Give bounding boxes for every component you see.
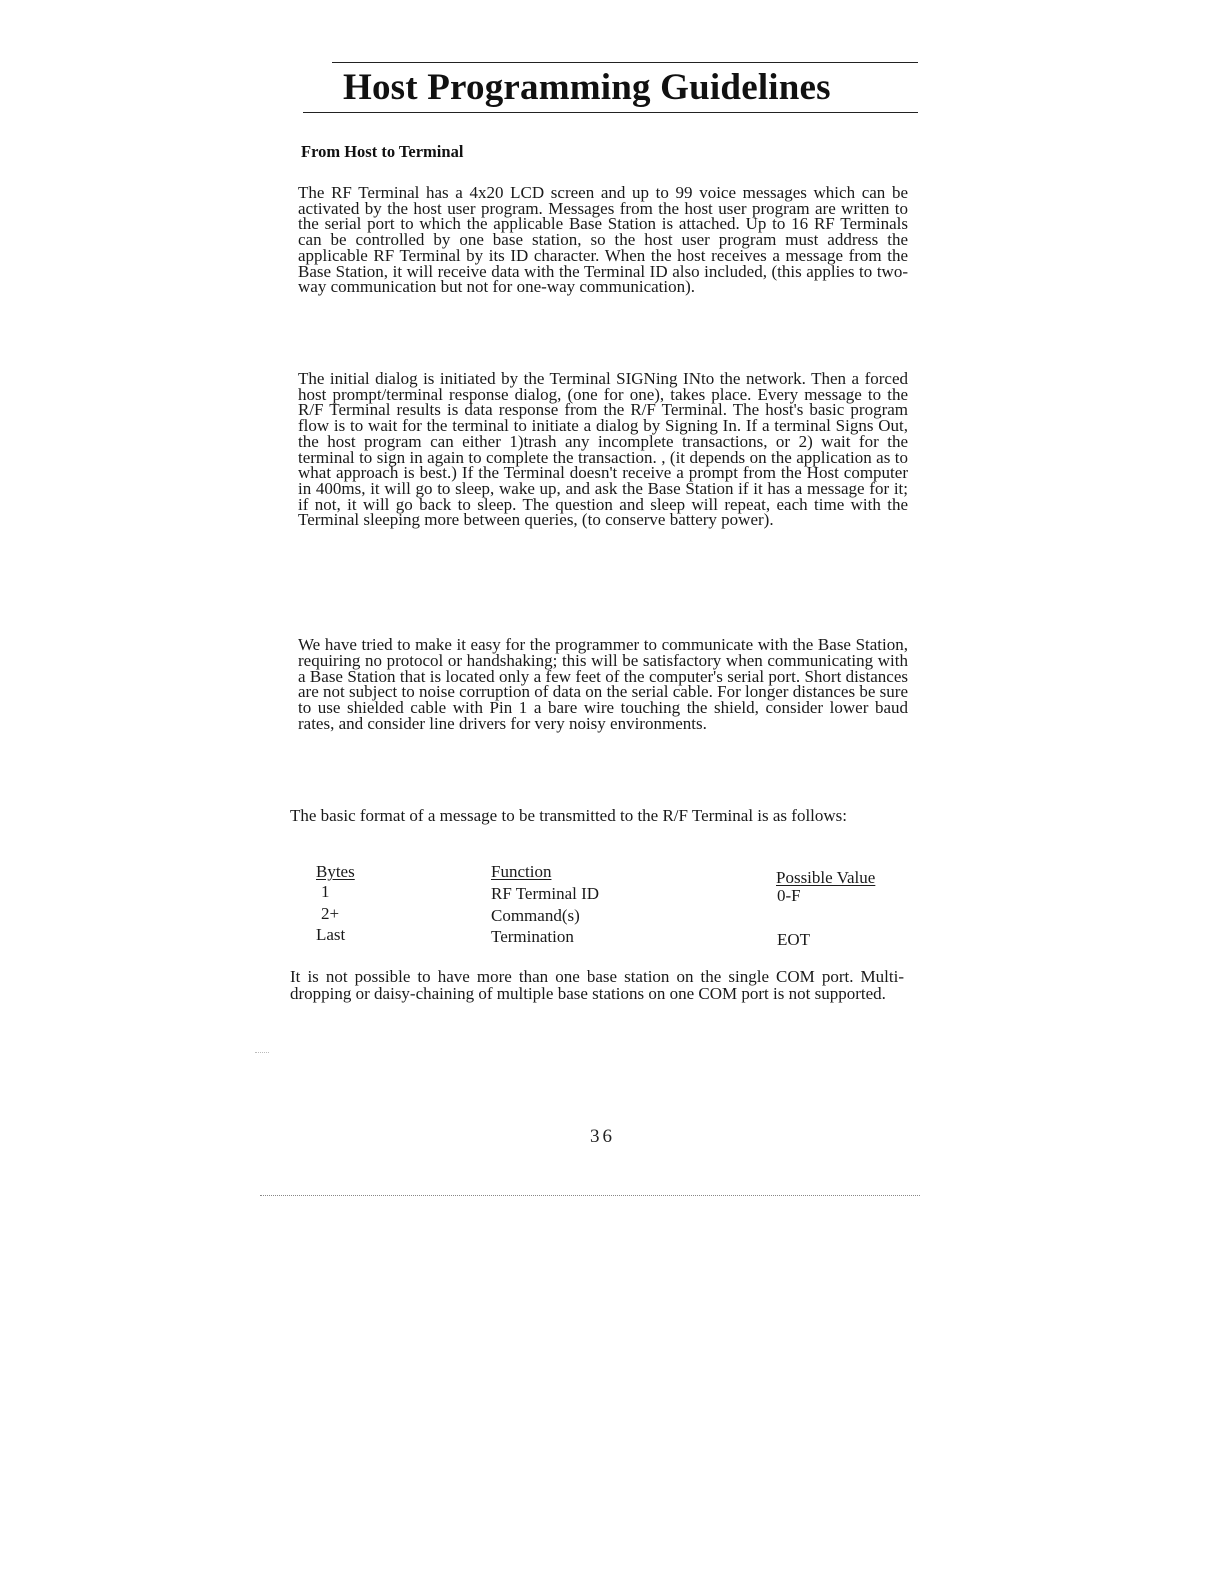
paragraph-base-station-communication: We have tried to make it easy for the programmer to communicate with the Base Station, requiring no protocol or handshaking; this will be satisfactory when communicating with a Base Station that is located only a few feet of the computer's serial port. Short distances are not subject to noise corruption of data on the serial cable. For longer distances be sure to use shielded cable with Pin 1 a bare wire touching the shield, consider lower baud rates, and consider line drivers for very noisy environments.: [298, 635, 908, 733]
table-cell-bytes: 2+: [321, 904, 340, 923]
table-cell-function: Command(s): [491, 906, 580, 925]
paragraph-initial-dialog: The initial dialog is initiated by the Terminal SIGNing INto the network. Then a forced host prompt/terminal response dialog, (one for one), takes place. Every message to the R/F Terminal results is data response from the R/F Terminal. The host's basic program flow is to wait for the terminal to initiate a dialog by Signing In. If a terminal Signs Out, the host program can either 1)trash any incomplete transactions, or 2) wait for the terminal to sign in again to complete the transaction. , (it depends on the application as to what approach is best.) If the Terminal doesn't receive a prompt from the Host computer in 400ms, it will go to sleep, wake up, and ask the Base Station if it has a message for it; if not, it will go back to sleep. The question and sleep will repeat, each time with the Terminal sleeping more between queries, (to conserve battery power).: [298, 369, 908, 530]
table-cell-value: 0-F: [777, 886, 801, 905]
table-cell-function: RF Terminal ID: [491, 884, 600, 903]
table-cell-function: Termination: [491, 927, 574, 946]
page-number: 36: [590, 1126, 615, 1147]
section-heading: From Host to Terminal: [301, 142, 464, 161]
paragraph-rf-terminal-overview: The RF Terminal has a 4x20 LCD screen and up to 99 voice messages which can be activated by the host user program. Messages from the host user program are written to the serial port to which the applicable Base Station is attached. Up to 16 RF Terminals can be controlled by one base station, so the host user program must address the applicable RF Terminal by its ID character. When the host receives a message from the Base Station, it will receive data with the Terminal ID also included, (this applies to two-way communication but not for one-way communication).: [298, 183, 908, 297]
table-header-function: Function: [491, 862, 552, 881]
page-title: Host Programming Guidelines: [343, 67, 831, 108]
scan-artifact-speck: [255, 1052, 269, 1053]
paragraph-com-port-note: It is not possible to have more than one base station on the single COM port. Multi-dropping or daisy-chaining of multiple base stations on one COM port is not supported.: [290, 967, 904, 1003]
paragraph-message-format-intro: The basic format of a message to be transmitted to the R/F Terminal is as follows:: [290, 806, 848, 825]
table-header-possible-value: Possible Value: [776, 868, 876, 887]
table-header-bytes: Bytes: [316, 862, 355, 881]
table-cell-bytes: Last: [316, 925, 346, 944]
title-top-rule: [332, 62, 918, 63]
title-bottom-rule: [303, 112, 918, 113]
table-cell-bytes: 1: [321, 882, 330, 901]
table-cell-value: EOT: [777, 930, 811, 949]
scan-artifact-line: [260, 1195, 920, 1196]
